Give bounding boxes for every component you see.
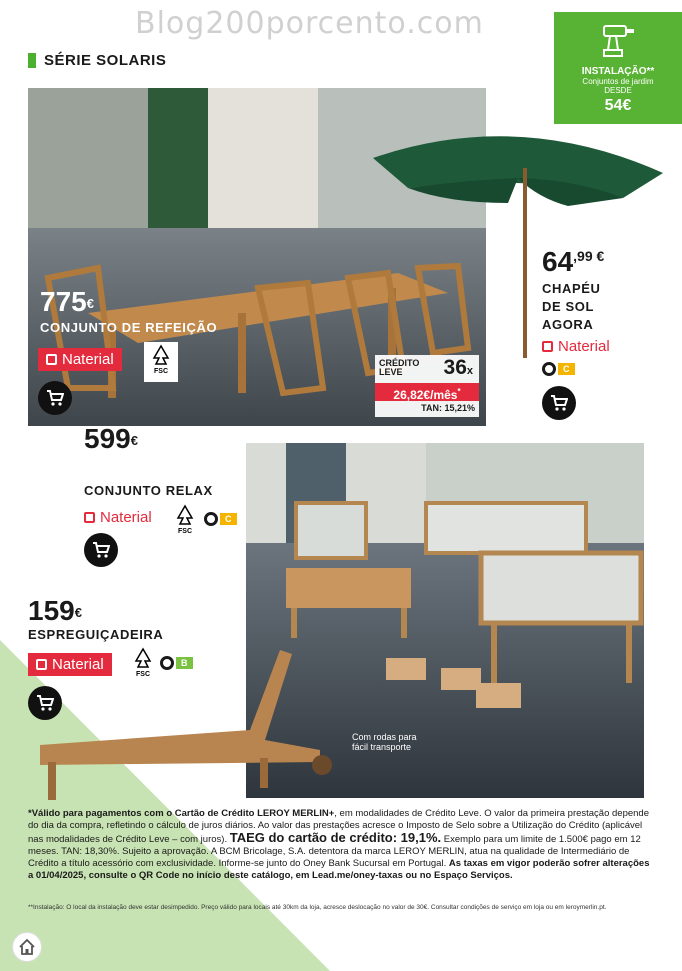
umbrella-naterial-tag <box>542 338 610 355</box>
relax-naterial-tag <box>84 509 152 526</box>
footer-p1: *Válido para pagamentos com o Cartão de Crédito LEROY MERLIN+ <box>28 808 335 819</box>
dining-naterial-tag <box>38 348 122 371</box>
cart-icon <box>46 390 64 406</box>
lounger-energy-class: B <box>176 657 193 669</box>
dining-fsc-logo <box>144 342 178 382</box>
home-button[interactable] <box>12 932 42 962</box>
section-title <box>28 52 166 69</box>
umbrella-price <box>542 248 604 276</box>
umbrella-name-l2: DE SOL <box>542 299 594 314</box>
installation-from: DESDE <box>604 86 632 95</box>
watermark: Blog200porcento.com <box>135 6 484 41</box>
credit-months-x: x <box>466 365 473 377</box>
umbrella-name <box>542 280 601 334</box>
fsc-label: FSC <box>178 528 192 535</box>
naterial-icon <box>46 354 57 365</box>
home-icon <box>18 938 36 956</box>
cart-icon <box>92 542 110 558</box>
naterial-icon <box>542 341 553 352</box>
naterial-label: Naterial <box>100 509 152 526</box>
credit-monthly-value: 26,82€/mês <box>393 388 458 402</box>
legal-footer <box>28 808 654 882</box>
footer-p3: Exemplo para um limite de 1.500€ pago em 12 meses. TAN: 18,30%. Sujeito a aprovação. A BCM Bricolage, S.A. detentora da marca LEROY MERLIN, atua na qualidade de Intermediário de Crédito a título acessório com exclusividade. Informe-se junto do Oney Bank Sucursal em Portugal. <box>28 834 641 869</box>
umbrella-price-dec: ,99 € <box>573 248 605 264</box>
section-bar <box>28 53 36 68</box>
lounger-price-int: 159 <box>28 595 75 626</box>
relax-price-int: 599 <box>84 423 131 454</box>
lounger-price-cur: € <box>74 605 82 620</box>
credit-months-value: 36 <box>443 356 467 379</box>
fsc-label: FSC <box>154 368 168 375</box>
credit-tan: TAN: 15,21% <box>421 403 475 413</box>
umbrella-energy-label <box>542 362 575 376</box>
relax-energy-class: C <box>220 513 237 525</box>
credit-line2: LEVE <box>379 367 403 377</box>
umbrella-cart-button[interactable] <box>542 386 576 420</box>
footer-p4: As taxas em vigor poderão sofrer alterações a 01/04/2025, consulte o QR Code no início deste catálogo, em Lead.me/oney-taxas ou no Espaço Serviços. <box>28 858 650 881</box>
eco-ring-icon <box>542 362 556 376</box>
naterial-icon <box>84 512 95 523</box>
installation-footnote: **Instalação: O local da instalação deve estar desimpedido. Preço válido para locais até 30km da loja, acresce deslocação no valor de 30€. Consultar condições de serviço em loja ou em leroymerlin.pt. <box>28 904 607 911</box>
dining-price-cur: € <box>86 296 94 311</box>
lounger-name: ESPREGUIÇADEIRA <box>28 627 164 642</box>
naterial-label: Naterial <box>62 351 114 368</box>
lounger-image <box>30 640 340 805</box>
fsc-tree-icon <box>174 504 196 528</box>
relax-price-cur: € <box>130 433 138 448</box>
umbrella-name-l1: CHAPÉU <box>542 281 601 296</box>
installation-label: INSTALAÇÃO** <box>581 66 655 77</box>
dining-price <box>40 288 94 316</box>
naterial-label: Naterial <box>52 656 104 673</box>
relax-price <box>84 425 138 453</box>
credit-star: * <box>457 387 461 396</box>
relax-cart-button[interactable] <box>84 533 118 567</box>
installation-price: 54€ <box>604 97 632 114</box>
dining-name: CONJUNTO DE REFEIÇÃO <box>40 320 218 335</box>
credit-monthly <box>375 383 479 401</box>
eco-ring-icon <box>204 512 218 526</box>
lounger-price <box>28 597 82 625</box>
relax-name: CONJUNTO RELAX <box>84 483 213 498</box>
relax-fsc-logo <box>168 502 202 542</box>
umbrella-image <box>368 118 668 363</box>
drill-icon <box>598 20 638 60</box>
installation-badge <box>554 12 682 124</box>
installation-sub: Conjuntos de jardim <box>582 77 654 86</box>
cart-icon <box>550 395 568 411</box>
fsc-label: FSC <box>136 671 150 678</box>
credit-line1: CRÉDITO <box>379 358 420 368</box>
wheels-callout: Com rodas para fácil transporte <box>352 732 417 752</box>
naterial-label: Naterial <box>558 338 610 355</box>
relax-energy-label <box>204 512 237 526</box>
fsc-tree-icon <box>150 344 172 368</box>
umbrella-energy-class: C <box>558 363 575 375</box>
dining-cart-button[interactable] <box>38 381 72 415</box>
credit-offer-box <box>375 355 479 417</box>
umbrella-price-int: 64 <box>542 246 574 277</box>
section-title-text: SÉRIE SOLARIS <box>44 52 167 69</box>
umbrella-name-l3: AGORA <box>542 317 594 332</box>
footer-taeg: TAEG do cartão de crédito: 19,1%. <box>229 830 442 845</box>
footer-p2: , em modalidades de Crédito Leve. O valor da primeira prestação depende do dia da compra, refletindo o cálculo de juros diários. Ao valor das prestações acresce o Imposto de Selo sobre a Utilização do Crédito (aplicável nas modalidades de Crédito Leve – com juros). <box>28 808 649 845</box>
dining-price-int: 775 <box>40 286 87 317</box>
